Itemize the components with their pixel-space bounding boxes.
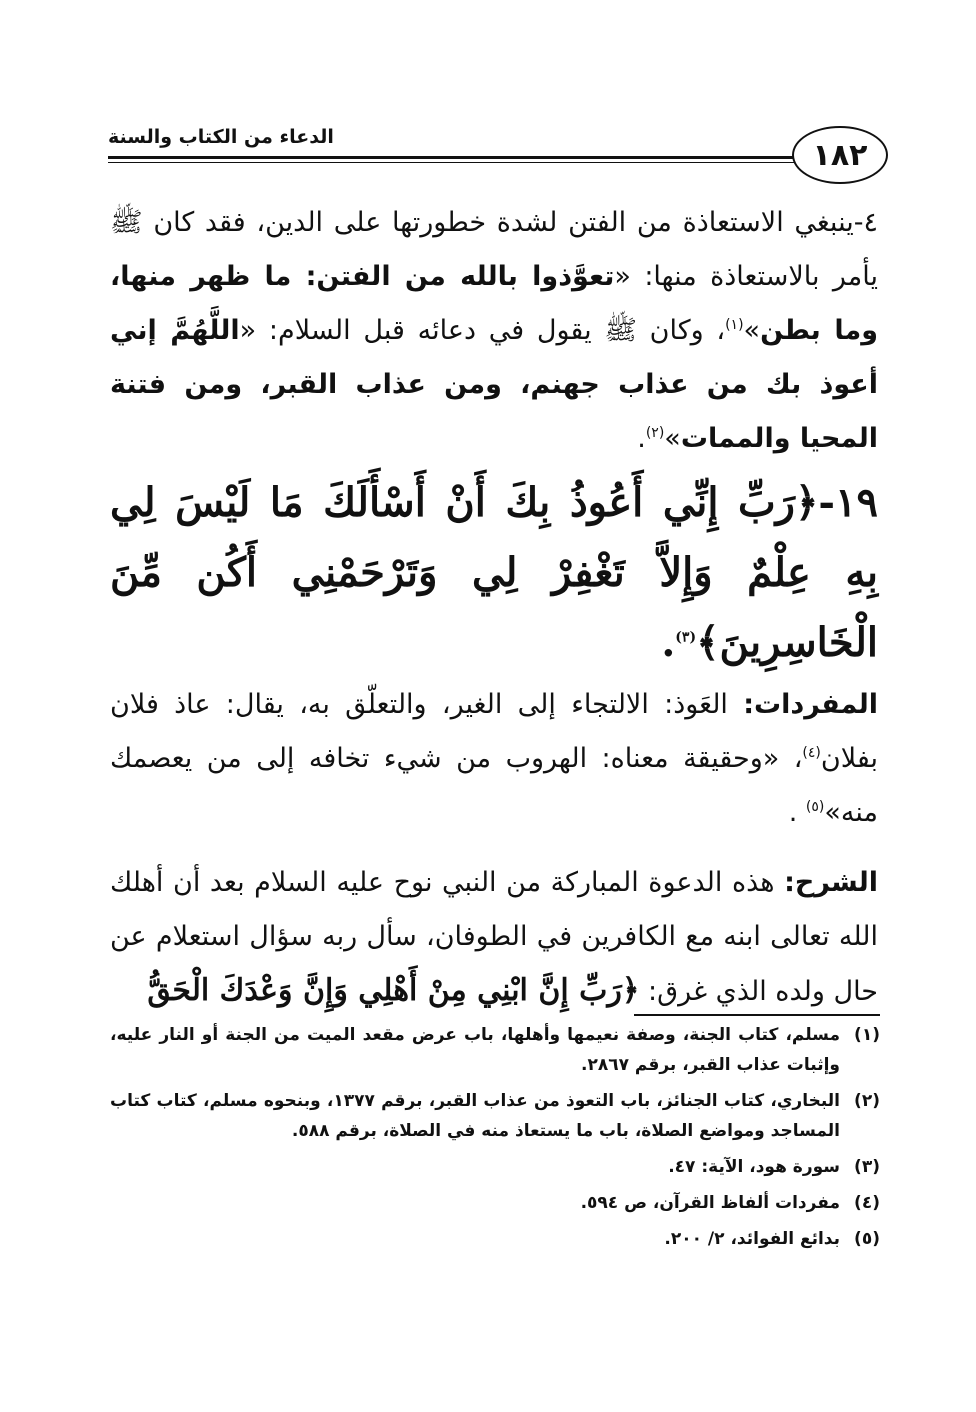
- page-number: ١٨٢: [792, 126, 888, 184]
- para1-intro: ٤-ينبغي الاستعاذة من الفتن لشدة خطورتها على الدين، فقد كان ﷺ يأمر بالاستعاذة منها: «: [110, 207, 878, 292]
- header-rule-thick: [108, 156, 794, 159]
- footnote-number: (١): [854, 1025, 880, 1045]
- quote-close-1: »: [743, 315, 761, 346]
- footnote: [110, 1086, 880, 1146]
- sharh-label: الشرح:: [784, 867, 878, 898]
- hadith-fitan: تعوَّذوا بالله من الفتن: ما ظهر منها، وما بطن: [110, 261, 878, 346]
- footnote-number: (٥): [854, 1229, 880, 1249]
- footnotes: [110, 1020, 880, 1260]
- explanation-paragraph: [110, 856, 878, 1019]
- page-header: [108, 118, 888, 188]
- quran-verse-19: [110, 468, 878, 678]
- vocab-text-a: العَوذ: الالتجاء إلى الغير، والتعلّق به، يقال: عاذ فلان بفلان: [110, 689, 878, 774]
- verse-end: .: [661, 619, 676, 666]
- footnote-text: سورة هود، الآية: ٤٧.: [668, 1157, 840, 1177]
- footnote-ref-4: (٤): [802, 745, 821, 761]
- footnote-ref-2: (٢): [645, 425, 665, 441]
- footnote: [110, 1188, 880, 1218]
- footnote-text: البخاري، كتاب الجنائز، باب التعوذ من عذاب القبر، برقم ١٣٧٧، وبنحوه مسلم، كتاب كتاب المساجد ومواضع الصلاة، باب ما يستعاذ منه في الصلاة، برقم ٥٨٨.: [110, 1091, 840, 1141]
- footnote-text: بدائع الفوائد، ٢/ ٢٠٠.: [664, 1229, 840, 1249]
- footnote-number: (٣): [854, 1157, 880, 1177]
- verse-text: ١٩-﴿رَبِّ إِنِّي أَعُوذُ بِكَ أَنْ أَسْأَلَكَ مَا لَيْسَ لِي بِهِ عِلْمٌ وَإِلاَّ تَغْفِرْ لِي وَتَرْحَمْنِي أَكُن مِّنَ الْخَاسِرِينَ﴾: [110, 479, 878, 666]
- running-title: الدعاء من الكتاب والسنة: [108, 126, 334, 148]
- footnote: [110, 1152, 880, 1182]
- sharh-verse: ﴿رَبِّ إِنَّ ابْنِي مِنْ أَهْلِي وَإِنَّ وَعْدَكَ الْحَقُّ: [147, 973, 640, 1008]
- main-text: [110, 196, 878, 1019]
- quote-close-2: »: [664, 423, 681, 454]
- footnote-text: مسلم، كتاب الجنة، وصفة نعيمها وأهلها، باب عرض مقعد الميت من الجنة أو النار عليه، وإثبات عذاب القبر، برقم ٢٨٦٧.: [110, 1025, 840, 1075]
- paragraph-point-4: [110, 196, 878, 466]
- vocabulary-paragraph: [110, 678, 878, 840]
- vocab-label: المفردات:: [743, 689, 878, 720]
- vocab-text-b: ، «وحقيقة معناه: الهروب من شيء تخافه إلى من يعصمك منه»: [110, 743, 878, 828]
- footnote-number: (٢): [854, 1091, 880, 1111]
- para1-middle: ، وكان ﷺ يقول في دعائه قبل السلام: «: [239, 315, 726, 346]
- footnote-text: مفردات ألفاظ القرآن، ص ٥٩٤.: [580, 1193, 840, 1213]
- footnote: [110, 1224, 880, 1254]
- footnote-ref-3: (٣): [675, 629, 697, 646]
- sharh-text: هذه الدعوة المباركة من النبي نوح عليه السلام بعد أن أهلك الله تعالى ابنه مع الكافرين في الطوفان، سأل ربه سؤال استعلام عن حال ولده الذي غرق:: [110, 867, 878, 1007]
- footnote-ref-1: (١): [725, 317, 744, 333]
- hadith-dua: اللَّهُمَّ إني أعوذ بك من عذاب جهنم، ومن عذاب القبر، ومن فتنة المحيا والممات: [110, 315, 878, 454]
- vocab-end: .: [788, 797, 806, 828]
- footnote: [110, 1020, 880, 1080]
- footnote-ref-5: (٥): [805, 799, 825, 815]
- header-rule-thin: [108, 162, 794, 163]
- footnote-number: (٤): [854, 1193, 880, 1213]
- para1-end: .: [637, 423, 646, 454]
- footnote-divider: [634, 1014, 880, 1016]
